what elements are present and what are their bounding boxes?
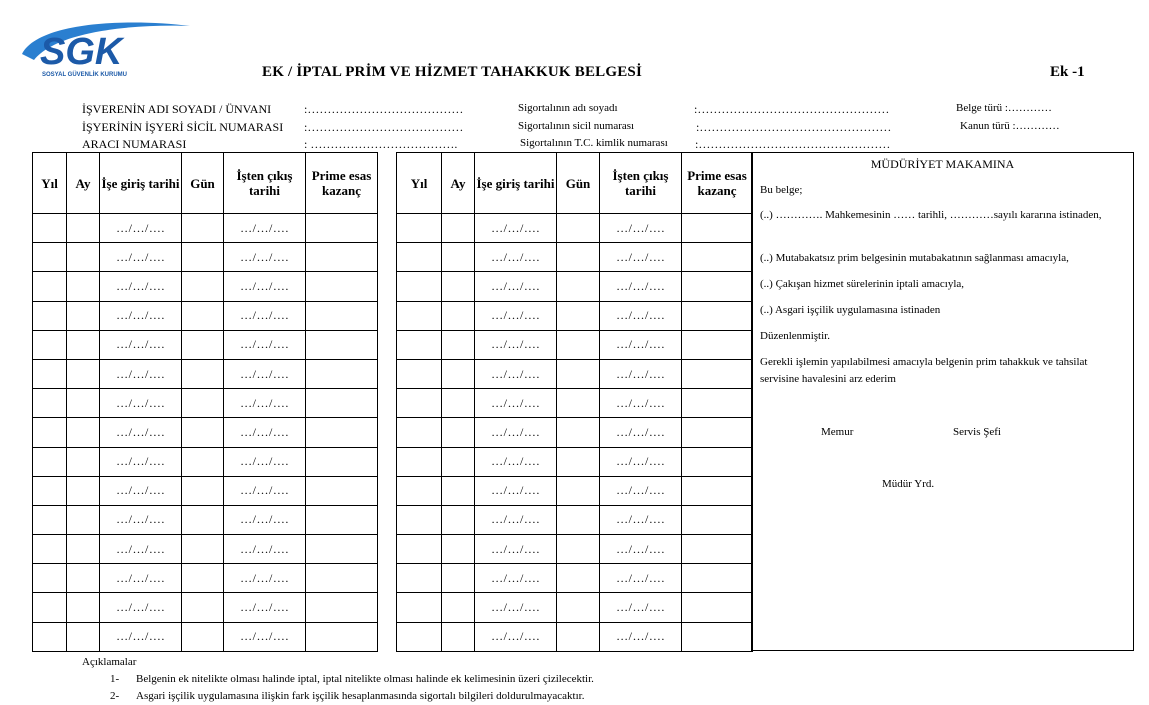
year-cell[interactable] [397, 214, 442, 243]
earnings-cell[interactable] [306, 505, 378, 534]
agent-number-label: ARACI NUMARASI [82, 137, 187, 151]
start-date-cell[interactable]: …/…/…. [100, 447, 182, 476]
year-cell[interactable] [33, 389, 67, 418]
year-cell[interactable] [33, 476, 67, 505]
start-date-cell[interactable]: …/…/…. [100, 564, 182, 593]
earnings-cell[interactable] [682, 389, 753, 418]
request-text: Gerekli işlemin yapılabilmesi amacıyla belgenin prim tahakkuk ve tahsilat servisine havalesini arz ederim [760, 356, 1088, 385]
end-date-cell[interactable]: …/…/…. [600, 622, 682, 651]
start-date-cell[interactable]: …/…/…. [100, 301, 182, 330]
table-row [33, 505, 378, 534]
end-date-cell[interactable]: …/…/…. [600, 389, 682, 418]
insured-registration-label: Sigortalının sicil numarası [518, 120, 635, 132]
month-cell[interactable] [442, 476, 475, 505]
month-cell[interactable] [67, 593, 100, 622]
end-date-cell[interactable]: …/…/…. [600, 214, 682, 243]
earnings-cell[interactable] [306, 622, 378, 651]
service-table-right [396, 152, 753, 652]
employer-name-field[interactable]: :………………………………… [304, 102, 464, 116]
end-date-cell[interactable]: …/…/…. [224, 330, 306, 359]
earnings-cell[interactable] [682, 564, 753, 593]
year-cell[interactable] [33, 418, 67, 447]
earnings-cell[interactable] [306, 330, 378, 359]
days-cell[interactable] [182, 535, 224, 564]
year-cell[interactable] [397, 447, 442, 476]
column-header-month: Ay [442, 153, 475, 214]
start-date-cell[interactable]: …/…/…. [475, 359, 557, 388]
days-cell[interactable] [557, 535, 600, 564]
month-cell[interactable] [442, 272, 475, 301]
directorate-heading: MÜDÜRİYET MAKAMINA [870, 157, 1015, 171]
days-cell[interactable] [182, 301, 224, 330]
service-table-left [32, 152, 378, 652]
end-date-cell[interactable]: …/…/…. [600, 447, 682, 476]
employer-name-label: İŞVERENİN ADI SOYADI / ÜNVANI [82, 102, 272, 116]
earnings-cell[interactable] [682, 418, 753, 447]
earnings-cell[interactable] [682, 359, 753, 388]
start-date-cell[interactable]: …/…/…. [100, 272, 182, 301]
month-cell[interactable] [442, 535, 475, 564]
table-row [397, 622, 753, 651]
column-header-days: Gün [557, 153, 600, 214]
end-date-cell[interactable]: …/…/…. [224, 214, 306, 243]
days-cell[interactable] [557, 330, 600, 359]
days-cell[interactable] [182, 418, 224, 447]
column-header-end-date: İşten çıkış tarihi [224, 153, 306, 214]
start-date-cell[interactable]: …/…/…. [475, 593, 557, 622]
table-row [33, 564, 378, 593]
month-cell[interactable] [67, 359, 100, 388]
days-cell[interactable] [182, 564, 224, 593]
year-cell[interactable] [397, 505, 442, 534]
year-cell[interactable] [33, 214, 67, 243]
end-date-cell[interactable]: …/…/…. [224, 243, 306, 272]
year-cell[interactable] [397, 272, 442, 301]
year-cell[interactable] [397, 476, 442, 505]
end-date-cell[interactable]: …/…/…. [224, 505, 306, 534]
earnings-cell[interactable] [682, 535, 753, 564]
start-date-cell[interactable]: …/…/…. [100, 330, 182, 359]
table-row [33, 476, 378, 505]
earnings-cell[interactable] [682, 243, 753, 272]
logo-subtitle: SOSYAL GÜVENLİK KURUMU [42, 72, 128, 78]
end-date-cell[interactable]: …/…/…. [600, 301, 682, 330]
end-date-cell[interactable]: …/…/…. [600, 476, 682, 505]
days-cell[interactable] [557, 272, 600, 301]
table-row [33, 214, 378, 243]
insured-tc-field[interactable]: :………………………………………… [695, 137, 891, 151]
notes-heading: Açıklamalar [82, 656, 137, 668]
days-cell[interactable] [557, 505, 600, 534]
table-row [397, 214, 753, 243]
insured-name-label: Sigortalının adı soyadı [518, 102, 618, 114]
table-row [33, 389, 378, 418]
end-date-cell[interactable]: …/…/…. [224, 301, 306, 330]
month-cell[interactable] [67, 389, 100, 418]
column-header-month: Ay [67, 153, 100, 214]
end-date-cell[interactable]: …/…/…. [224, 535, 306, 564]
start-date-cell[interactable]: …/…/…. [475, 564, 557, 593]
month-cell[interactable] [67, 301, 100, 330]
end-date-cell[interactable]: …/…/…. [600, 243, 682, 272]
year-cell[interactable] [397, 389, 442, 418]
end-date-cell[interactable]: …/…/…. [600, 564, 682, 593]
days-cell[interactable] [182, 447, 224, 476]
start-date-cell[interactable]: …/…/…. [100, 535, 182, 564]
insured-registration-field[interactable]: :………………………………………… [696, 120, 892, 134]
note-2-text: Asgari işçilik uygulamasına ilişkin fark işçilik hesaplanmasında sigortalı bilgileri doldurulmayacaktır. [136, 690, 585, 702]
start-date-cell[interactable]: …/…/…. [100, 593, 182, 622]
start-date-cell[interactable]: …/…/…. [475, 243, 557, 272]
month-cell[interactable] [442, 330, 475, 359]
earnings-cell[interactable] [306, 359, 378, 388]
days-cell[interactable] [182, 476, 224, 505]
month-cell[interactable] [67, 447, 100, 476]
end-date-cell[interactable]: …/…/…. [224, 622, 306, 651]
year-cell[interactable] [33, 593, 67, 622]
month-cell[interactable] [67, 243, 100, 272]
deputy-signature-label: Müdür Yrd. [882, 478, 935, 490]
end-date-cell[interactable]: …/…/…. [600, 272, 682, 301]
month-cell[interactable] [442, 418, 475, 447]
start-date-cell[interactable]: …/…/…. [475, 214, 557, 243]
days-cell[interactable] [182, 505, 224, 534]
option-court-decision[interactable]: (..) …………. Mahkemesinin …… tarihli, …………sayılı kararına istinaden, [760, 209, 1102, 221]
year-cell[interactable] [33, 564, 67, 593]
month-cell[interactable] [67, 564, 100, 593]
days-cell[interactable] [557, 418, 600, 447]
year-cell[interactable] [397, 535, 442, 564]
chief-signature-label: Servis Şefi [953, 426, 1001, 438]
table-row [397, 389, 753, 418]
end-date-cell[interactable]: …/…/…. [224, 564, 306, 593]
table-row [397, 535, 753, 564]
days-cell[interactable] [557, 622, 600, 651]
prepared-text: Düzenlenmiştir. [760, 330, 830, 342]
month-cell[interactable] [67, 418, 100, 447]
days-cell[interactable] [557, 593, 600, 622]
days-cell[interactable] [557, 447, 600, 476]
year-cell[interactable] [397, 359, 442, 388]
table-row [397, 243, 753, 272]
month-cell[interactable] [67, 476, 100, 505]
table-row [33, 593, 378, 622]
end-date-cell[interactable]: …/…/…. [224, 418, 306, 447]
earnings-cell[interactable] [306, 593, 378, 622]
law-type-field[interactable]: Kanun türü :………… [960, 120, 1060, 132]
table-header-row [33, 153, 378, 214]
earnings-cell[interactable] [306, 564, 378, 593]
table-row [397, 564, 753, 593]
days-cell[interactable] [182, 389, 224, 418]
earnings-cell[interactable] [682, 447, 753, 476]
month-cell[interactable] [442, 505, 475, 534]
document-title: EK / İPTAL PRİM VE HİZMET TAHAKKUK BELGESİ [262, 64, 643, 80]
end-date-cell[interactable]: …/…/…. [224, 272, 306, 301]
table-row [33, 272, 378, 301]
start-date-cell[interactable]: …/…/…. [475, 447, 557, 476]
start-date-cell[interactable]: …/…/…. [100, 418, 182, 447]
earnings-cell[interactable] [682, 622, 753, 651]
month-cell[interactable] [442, 622, 475, 651]
end-date-cell[interactable]: …/…/…. [600, 593, 682, 622]
start-date-cell[interactable]: …/…/…. [475, 272, 557, 301]
days-cell[interactable] [557, 359, 600, 388]
month-cell[interactable] [442, 214, 475, 243]
table-row [397, 272, 753, 301]
days-cell[interactable] [182, 272, 224, 301]
month-cell[interactable] [442, 447, 475, 476]
start-date-cell[interactable]: …/…/…. [475, 301, 557, 330]
start-date-cell[interactable]: …/…/…. [475, 389, 557, 418]
days-cell[interactable] [557, 564, 600, 593]
earnings-cell[interactable] [306, 476, 378, 505]
year-cell[interactable] [33, 243, 67, 272]
table-header-row [397, 153, 753, 214]
column-header-earnings: Prime esas kazanç [306, 153, 378, 214]
month-cell[interactable] [442, 301, 475, 330]
days-cell[interactable] [182, 243, 224, 272]
column-header-start-date: İşe giriş tarihi [475, 153, 557, 214]
panel-intro: Bu belge; [760, 184, 803, 196]
year-cell[interactable] [397, 301, 442, 330]
directorate-panel [751, 152, 1134, 651]
option-reconciliation[interactable]: (..) Mutabakatsız prim belgesinin mutabakatının sağlanması amacıyla, [760, 252, 1069, 264]
table-row [397, 593, 753, 622]
month-cell[interactable] [442, 593, 475, 622]
days-cell[interactable] [182, 330, 224, 359]
table-row [397, 505, 753, 534]
logo-text: SGK [40, 31, 123, 73]
end-date-cell[interactable]: …/…/…. [600, 359, 682, 388]
start-date-cell[interactable]: …/…/…. [475, 505, 557, 534]
column-header-start-date: İşe giriş tarihi [100, 153, 182, 214]
start-date-cell[interactable]: …/…/…. [475, 418, 557, 447]
table-row [397, 359, 753, 388]
earnings-cell[interactable] [306, 301, 378, 330]
start-date-cell[interactable]: …/…/…. [475, 330, 557, 359]
table-row [33, 359, 378, 388]
year-cell[interactable] [33, 505, 67, 534]
earnings-cell[interactable] [682, 593, 753, 622]
end-date-cell[interactable]: …/…/…. [600, 418, 682, 447]
earnings-cell[interactable] [306, 214, 378, 243]
appendix-label: Ek -1 [1050, 64, 1085, 80]
earnings-cell[interactable] [306, 447, 378, 476]
start-date-cell[interactable]: …/…/…. [100, 476, 182, 505]
end-date-cell[interactable]: …/…/…. [224, 476, 306, 505]
month-cell[interactable] [442, 243, 475, 272]
column-header-year: Yıl [33, 153, 67, 214]
earnings-cell[interactable] [306, 389, 378, 418]
workplace-number-label: İŞYERİNİN İŞYERİ SİCİL NUMARASI [82, 120, 284, 134]
days-cell[interactable] [557, 301, 600, 330]
year-cell[interactable] [33, 622, 67, 651]
start-date-cell[interactable]: …/…/…. [100, 389, 182, 418]
month-cell[interactable] [67, 330, 100, 359]
end-date-cell[interactable]: …/…/…. [224, 389, 306, 418]
document-type-field[interactable]: Belge türü :………… [956, 102, 1052, 114]
insured-tc-label: Sigortalının T.C. kimlik numarası [520, 137, 668, 149]
table-row [33, 622, 378, 651]
days-cell[interactable] [557, 214, 600, 243]
officer-signature-label: Memur [821, 426, 854, 438]
column-header-end-date: İşten çıkış tarihi [600, 153, 682, 214]
earnings-cell[interactable] [306, 418, 378, 447]
end-date-cell[interactable]: …/…/…. [224, 359, 306, 388]
days-cell[interactable] [182, 214, 224, 243]
note-2-number: 2- [110, 690, 120, 702]
start-date-cell[interactable]: …/…/…. [100, 214, 182, 243]
days-cell[interactable] [557, 389, 600, 418]
days-cell[interactable] [557, 476, 600, 505]
table-row [397, 330, 753, 359]
start-date-cell[interactable]: …/…/…. [100, 622, 182, 651]
earnings-cell[interactable] [682, 214, 753, 243]
earnings-cell[interactable] [682, 505, 753, 534]
month-cell[interactable] [67, 505, 100, 534]
year-cell[interactable] [397, 593, 442, 622]
days-cell[interactable] [182, 359, 224, 388]
year-cell[interactable] [397, 330, 442, 359]
column-header-days: Gün [182, 153, 224, 214]
year-cell[interactable] [397, 418, 442, 447]
end-date-cell[interactable]: …/…/…. [224, 593, 306, 622]
table-row [33, 301, 378, 330]
column-header-year: Yıl [397, 153, 442, 214]
end-date-cell[interactable]: …/…/…. [600, 535, 682, 564]
insured-name-field[interactable]: :………………………………………… [694, 102, 890, 116]
earnings-cell[interactable] [682, 272, 753, 301]
start-date-cell[interactable]: …/…/…. [100, 505, 182, 534]
earnings-cell[interactable] [682, 330, 753, 359]
year-cell[interactable] [397, 243, 442, 272]
year-cell[interactable] [33, 359, 67, 388]
month-cell[interactable] [67, 214, 100, 243]
table-row [397, 301, 753, 330]
year-cell[interactable] [33, 330, 67, 359]
month-cell[interactable] [442, 389, 475, 418]
table-row [397, 476, 753, 505]
month-cell[interactable] [442, 564, 475, 593]
workplace-number-field[interactable]: :………………………………… [304, 120, 464, 134]
end-date-cell[interactable]: …/…/…. [224, 447, 306, 476]
earnings-cell[interactable] [306, 535, 378, 564]
earnings-cell[interactable] [682, 476, 753, 505]
year-cell[interactable] [397, 622, 442, 651]
start-date-cell[interactable]: …/…/…. [475, 476, 557, 505]
year-cell[interactable] [33, 301, 67, 330]
start-date-cell[interactable]: …/…/…. [475, 535, 557, 564]
days-cell[interactable] [182, 593, 224, 622]
days-cell[interactable] [557, 243, 600, 272]
note-1-number: 1- [110, 673, 120, 685]
table-row [33, 447, 378, 476]
column-header-earnings: Prime esas kazanç [682, 153, 753, 214]
table-row [33, 535, 378, 564]
month-cell[interactable] [67, 622, 100, 651]
agent-number-field[interactable]: : ………………………………. [304, 137, 458, 151]
end-date-cell[interactable]: …/…/…. [600, 330, 682, 359]
year-cell[interactable] [33, 272, 67, 301]
table-row [33, 243, 378, 272]
table-row [397, 418, 753, 447]
days-cell[interactable] [182, 622, 224, 651]
note-1-text: Belgenin ek nitelikte olması halinde iptal, iptal nitelikte olması halinde ek kelimesinin üzeri çizilecektir. [136, 673, 594, 685]
option-minimum-labor[interactable]: (..) Asgari işçilik uygulamasına istinaden [760, 304, 941, 316]
start-date-cell[interactable]: …/…/…. [100, 243, 182, 272]
earnings-cell[interactable] [682, 301, 753, 330]
table-row [33, 418, 378, 447]
earnings-cell[interactable] [306, 243, 378, 272]
earnings-cell[interactable] [306, 272, 378, 301]
start-date-cell[interactable]: …/…/…. [100, 359, 182, 388]
end-date-cell[interactable]: …/…/…. [600, 505, 682, 534]
table-row [33, 330, 378, 359]
start-date-cell[interactable]: …/…/…. [475, 622, 557, 651]
year-cell[interactable] [397, 564, 442, 593]
year-cell[interactable] [33, 447, 67, 476]
year-cell[interactable] [33, 535, 67, 564]
option-overlapping-service[interactable]: (..) Çakışan hizmet sürelerinin iptali amacıyla, [760, 278, 965, 290]
sgk-logo [18, 16, 198, 82]
table-row [397, 447, 753, 476]
month-cell[interactable] [67, 535, 100, 564]
month-cell[interactable] [442, 359, 475, 388]
month-cell[interactable] [67, 272, 100, 301]
